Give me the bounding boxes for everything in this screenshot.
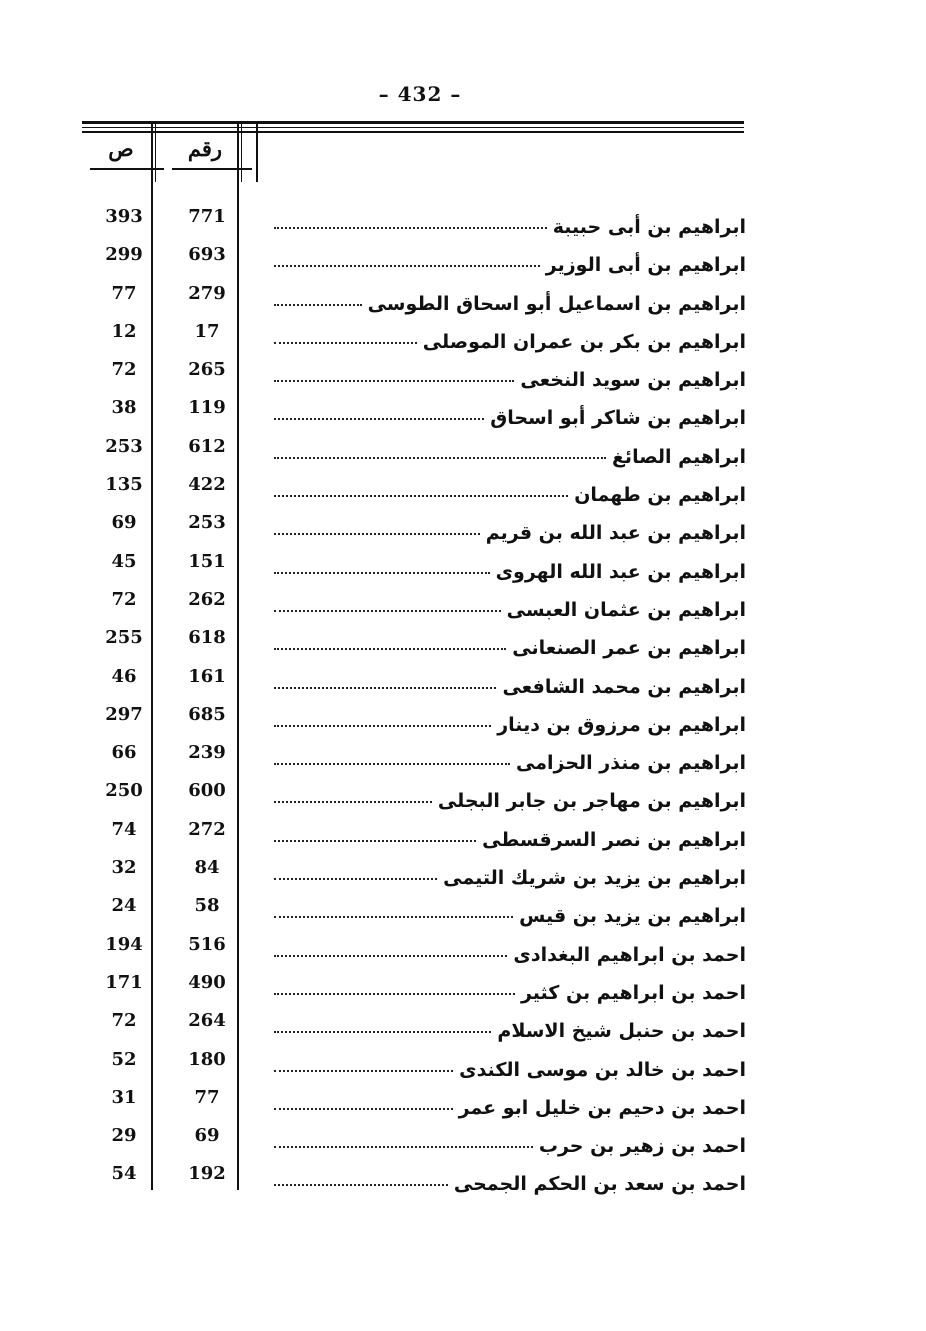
entry-name: ابراهيم بن اسماعيل أبو اسحاق الطوسى: [367, 292, 746, 315]
entry-name: ابراهيم بن عبد الله الهروى: [495, 560, 746, 583]
entry-number: 490: [188, 971, 226, 993]
entry-name: ابراهيم بن منذر الحزامى: [516, 752, 746, 775]
entry-number: 253: [188, 512, 226, 534]
entry-name: احمد بن ابراهيم البغدادى: [513, 943, 746, 966]
entry-number: 279: [188, 282, 226, 304]
entry-page: 72: [111, 588, 137, 610]
leader-dots: [274, 1107, 453, 1110]
entry-number: 516: [188, 933, 226, 955]
entry-number: 84: [194, 857, 220, 879]
entry-name-cell: [268, 1135, 746, 1157]
entry-number: 265: [188, 359, 226, 381]
entry-name-cell: [268, 484, 746, 506]
entry-page: 135: [105, 474, 143, 496]
entry-name-cell: [268, 637, 746, 659]
entry-page: 250: [105, 780, 143, 802]
page-number: – 432 –: [378, 82, 462, 106]
leader-dots: [274, 1183, 448, 1186]
entry-name: ابراهيم بن مرزوق بن دينار: [497, 713, 746, 736]
entry-name-cell: [268, 790, 746, 812]
entry-page: 32: [111, 857, 137, 879]
entry-name-cell: [268, 216, 746, 238]
entry-name-cell: [268, 905, 746, 927]
entry-name-cell: [268, 867, 746, 889]
index-row: [0, 778, 926, 816]
index-row: [0, 587, 926, 625]
leader-dots: [274, 264, 540, 267]
entry-number: 161: [188, 665, 226, 687]
index-row: [0, 395, 926, 433]
leader-dots: [274, 800, 432, 803]
entry-name: ابراهيم بن أبى حبيبة: [552, 216, 746, 238]
index-row: [0, 204, 926, 242]
index-row: [0, 932, 926, 970]
index-row: [0, 1161, 926, 1199]
entry-name-cell: [268, 599, 746, 621]
entry-page: 46: [111, 665, 137, 687]
entry-page: 69: [111, 512, 137, 534]
index-row: [0, 702, 926, 740]
top-rule-thin: [82, 127, 744, 128]
index-list: [0, 204, 926, 1200]
leader-dots: [274, 954, 507, 957]
entry-number: 600: [188, 780, 226, 802]
column-divider-page-double: [155, 122, 156, 182]
leader-dots: [274, 992, 515, 995]
entry-number: 693: [188, 244, 226, 266]
entry-number: 422: [188, 474, 226, 496]
index-row: [0, 281, 926, 319]
entry-number: 618: [188, 627, 226, 649]
leader-dots: [274, 647, 506, 650]
entry-name-cell: [268, 1097, 746, 1119]
entry-name: ابراهيم بن نصر السرقسطى: [482, 828, 746, 851]
entry-name-cell: [268, 714, 746, 736]
entry-name: ابراهيم بن عمر الصنعانى: [512, 637, 746, 660]
entry-name: ابراهيم بن محمد الشافعى: [502, 675, 746, 698]
entry-number: 239: [188, 742, 226, 764]
entry-number: 180: [188, 1048, 226, 1070]
index-row: [0, 1123, 926, 1161]
entry-page: 77: [111, 282, 137, 304]
leader-dots: [274, 1145, 533, 1148]
entry-name-cell: [268, 254, 746, 276]
leader-dots: [274, 915, 513, 918]
leader-dots: [274, 494, 568, 497]
index-row: [0, 1047, 926, 1085]
entry-number: 771: [188, 206, 226, 227]
entry-name: ابراهيم بن عثمان العبسى: [506, 598, 746, 621]
index-row: [0, 970, 926, 1008]
entry-number: 119: [188, 397, 226, 419]
index-row: [0, 893, 926, 931]
entry-number: 151: [188, 550, 226, 572]
entry-name: ابراهيم بن سويد النخعى: [520, 369, 746, 392]
leader-dots: [274, 839, 476, 842]
entry-name: ابراهيم بن يزيد بن قيس: [519, 905, 746, 928]
leader-dots: [274, 1030, 491, 1033]
header-page: ص: [108, 136, 134, 161]
entry-name: احمد بن خالد بن موسى الكندى: [459, 1058, 746, 1081]
entry-page: 299: [105, 244, 143, 266]
index-row: [0, 319, 926, 357]
entry-name-cell: [268, 522, 746, 544]
leader-dots: [274, 1069, 453, 1072]
entry-page: 45: [111, 550, 137, 572]
entry-page: 297: [105, 703, 143, 725]
entry-name-cell: [268, 369, 746, 391]
entry-page: 52: [111, 1048, 137, 1070]
entry-name: ابراهيم الصائغ: [611, 445, 746, 468]
index-row: [0, 472, 926, 510]
entry-page: 393: [105, 206, 143, 227]
entry-number: 612: [188, 435, 226, 457]
entry-name-cell: [268, 1020, 746, 1042]
index-row: [0, 357, 926, 395]
index-row: [0, 664, 926, 702]
index-row: [0, 1085, 926, 1123]
entry-page: 253: [105, 435, 143, 457]
leader-dots: [274, 379, 514, 382]
entry-number: 17: [194, 320, 220, 342]
entry-name: احمد بن حنبل شيخ الاسلام: [497, 1020, 746, 1043]
entry-page: 54: [111, 1163, 137, 1185]
entry-name: احمد بن سعد بن الحكم الجمحى: [453, 1173, 746, 1196]
index-row: [0, 625, 926, 663]
entry-number: 69: [194, 1125, 220, 1147]
entry-name: ابراهيم بن مهاجر بن جابر البجلى: [437, 790, 746, 813]
entry-page: 12: [111, 320, 137, 342]
header-divider-name: [256, 122, 258, 182]
entry-name-cell: [268, 982, 746, 1004]
leader-dots: [274, 686, 496, 689]
entry-name-cell: [268, 944, 746, 966]
index-row: [0, 242, 926, 280]
header-underline-page: [90, 168, 164, 170]
leader-dots: [274, 303, 362, 306]
index-row: [0, 855, 926, 893]
column-divider-number-double: [241, 122, 242, 182]
entry-name-cell: [268, 293, 746, 315]
leader-dots: [274, 877, 437, 880]
entry-name: ابراهيم بن شاكر أبو اسحاق: [490, 407, 746, 430]
index-row: [0, 817, 926, 855]
leader-dots: [274, 341, 417, 344]
entry-page: 72: [111, 1010, 137, 1032]
entry-name: احمد بن زهير بن حرب: [538, 1135, 746, 1158]
entry-name-cell: [268, 1059, 746, 1081]
leader-dots: [274, 609, 501, 612]
entry-name-cell: [268, 407, 746, 429]
entry-name: ابراهيم بن يزيد بن شريك التيمى: [443, 867, 746, 890]
entry-name-cell: [268, 561, 746, 583]
header-number: رقم: [187, 136, 223, 161]
entry-number: 262: [188, 588, 226, 610]
entry-page: 38: [111, 397, 137, 419]
header-underline-number: [172, 168, 252, 170]
leader-dots: [274, 417, 484, 420]
entry-page: 66: [111, 742, 137, 764]
leader-dots: [274, 226, 547, 229]
entry-name-cell: [268, 331, 746, 353]
leader-dots: [274, 571, 490, 574]
entry-number: 272: [188, 818, 226, 840]
index-row: [0, 740, 926, 778]
entry-name: ابراهيم بن أبى الوزير: [545, 254, 746, 277]
entry-name: احمد بن دحيم بن خليل ابو عمر: [458, 1096, 746, 1119]
entry-page: 29: [111, 1125, 137, 1147]
index-row: [0, 510, 926, 548]
entry-number: 264: [188, 1010, 226, 1032]
entry-name-cell: [268, 676, 746, 698]
leader-dots: [274, 762, 510, 765]
entry-page: 74: [111, 818, 137, 840]
top-rule-lower: [82, 131, 744, 133]
entry-page: 31: [111, 1086, 137, 1108]
entry-page: 255: [105, 627, 143, 649]
entry-name-cell: [268, 446, 746, 468]
entry-number: 685: [188, 703, 226, 725]
leader-dots: [274, 456, 606, 459]
entry-page: 24: [111, 895, 137, 917]
entry-number: 58: [194, 895, 220, 917]
entry-name: ابراهيم بن بكر بن عمران الموصلى: [422, 330, 746, 353]
entry-name: ابراهيم بن عبد الله بن قريم: [485, 522, 746, 545]
entry-name-cell: [268, 1173, 746, 1195]
entry-number: 77: [194, 1086, 220, 1108]
entry-page: 72: [111, 359, 137, 381]
entry-number: 192: [188, 1163, 226, 1185]
entry-name: ابراهيم بن طهمان: [574, 484, 746, 507]
entry-name-cell: [268, 829, 746, 851]
entry-page: 194: [105, 933, 143, 955]
index-row: [0, 434, 926, 472]
entry-page: 171: [105, 971, 143, 993]
index-row: [0, 549, 926, 587]
leader-dots: [274, 532, 480, 535]
leader-dots: [274, 724, 491, 727]
entry-name-cell: [268, 752, 746, 774]
index-row: [0, 1008, 926, 1046]
top-rule: [82, 121, 744, 124]
entry-name: احمد بن ابراهيم بن كثير: [520, 981, 746, 1004]
